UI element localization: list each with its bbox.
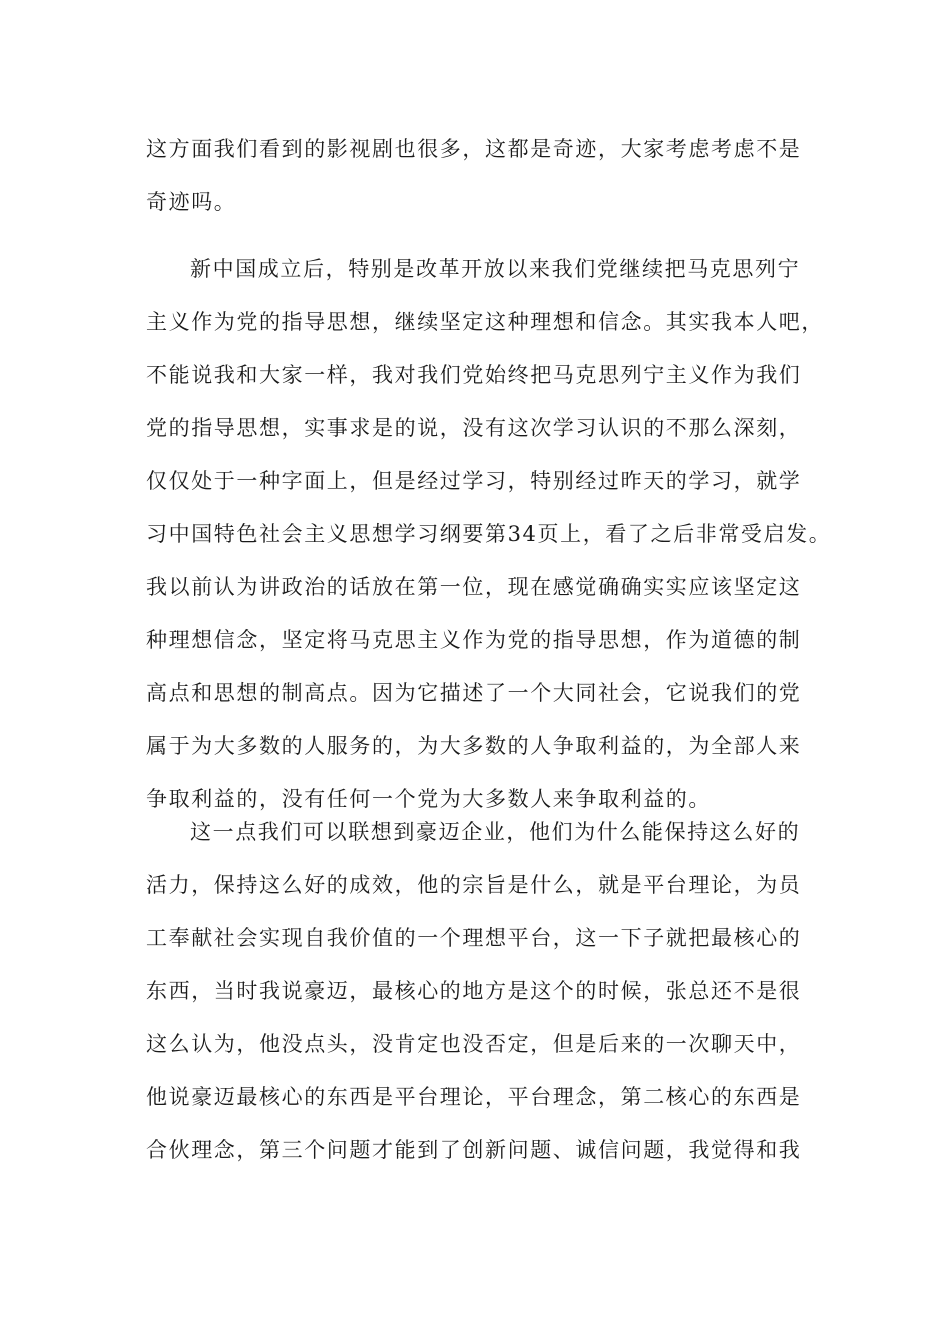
paragraph-2 [146, 243, 846, 826]
paragraph-line: 他说豪迈最核心的东西是平台理论，平台理念，第二核心的东西是 [146, 1085, 802, 1109]
paragraph-line: 高点和思想的制高点。因为它描述了一个大同社会，它说我们的党 [146, 681, 802, 705]
paragraph-line: 奇迹吗。 [146, 190, 237, 214]
paragraph-line: 属于为大多数的人服务的，为大多数的人争取利益的，为全部人来 [146, 734, 802, 758]
paragraph-line: 我以前认为讲政治的话放在第一位，现在感觉确确实实应该坚定这 [146, 575, 802, 599]
paragraph-line: 主义作为党的指导思想，继续坚定这种理想和信念。其实我本人吧， [146, 310, 824, 334]
paragraph-line: 习中国特色社会主义思想学习纲要第34页上，看了之后非常受启发。 [146, 522, 832, 546]
paragraph-line: 这一点我们可以联想到豪迈企业，他们为什么能保持这么好的 [190, 820, 801, 844]
paragraph-line: 争取利益的，没有任何一个党为大多数人来争取利益的。 [146, 787, 711, 811]
paragraph-line: 新中国成立后，特别是改革开放以来我们党继续把马克思列宁 [190, 257, 801, 281]
paragraph-line: 仅仅处于一种字面上，但是经过学习，特别经过昨天的学习，就学 [146, 469, 802, 493]
paragraph-line: 不能说我和大家一样，我对我们党始终把马克思列宁主义作为我们 [146, 363, 802, 387]
paragraph-line: 东西，当时我说豪迈，最核心的地方是这个的时候，张总还不是很 [146, 979, 802, 1003]
paragraph-line: 种理想信念，坚定将马克思主义作为党的指导思想，作为道德的制 [146, 628, 802, 652]
paragraph-line: 活力，保持这么好的成效，他的宗旨是什么，就是平台理论，为员 [146, 873, 802, 897]
paragraph-1 [146, 123, 846, 229]
paragraph-3 [146, 806, 846, 1177]
paragraph-line: 工奉献社会实现自我价值的一个理想平台，这一下子就把最核心的 [146, 926, 802, 950]
paragraph-line: 党的指导思想，实事求是的说，没有这次学习认识的不那么深刻， [146, 416, 802, 440]
paragraph-line: 这方面我们看到的影视剧也很多，这都是奇迹，大家考虑考虑不是 [146, 137, 802, 161]
paragraph-line: 合伙理念，第三个问题才能到了创新问题、诚信问题，我觉得和我 [146, 1138, 802, 1162]
paragraph-line: 这么认为，他没点头，没肯定也没否定，但是后来的一次聊天中， [146, 1032, 802, 1056]
